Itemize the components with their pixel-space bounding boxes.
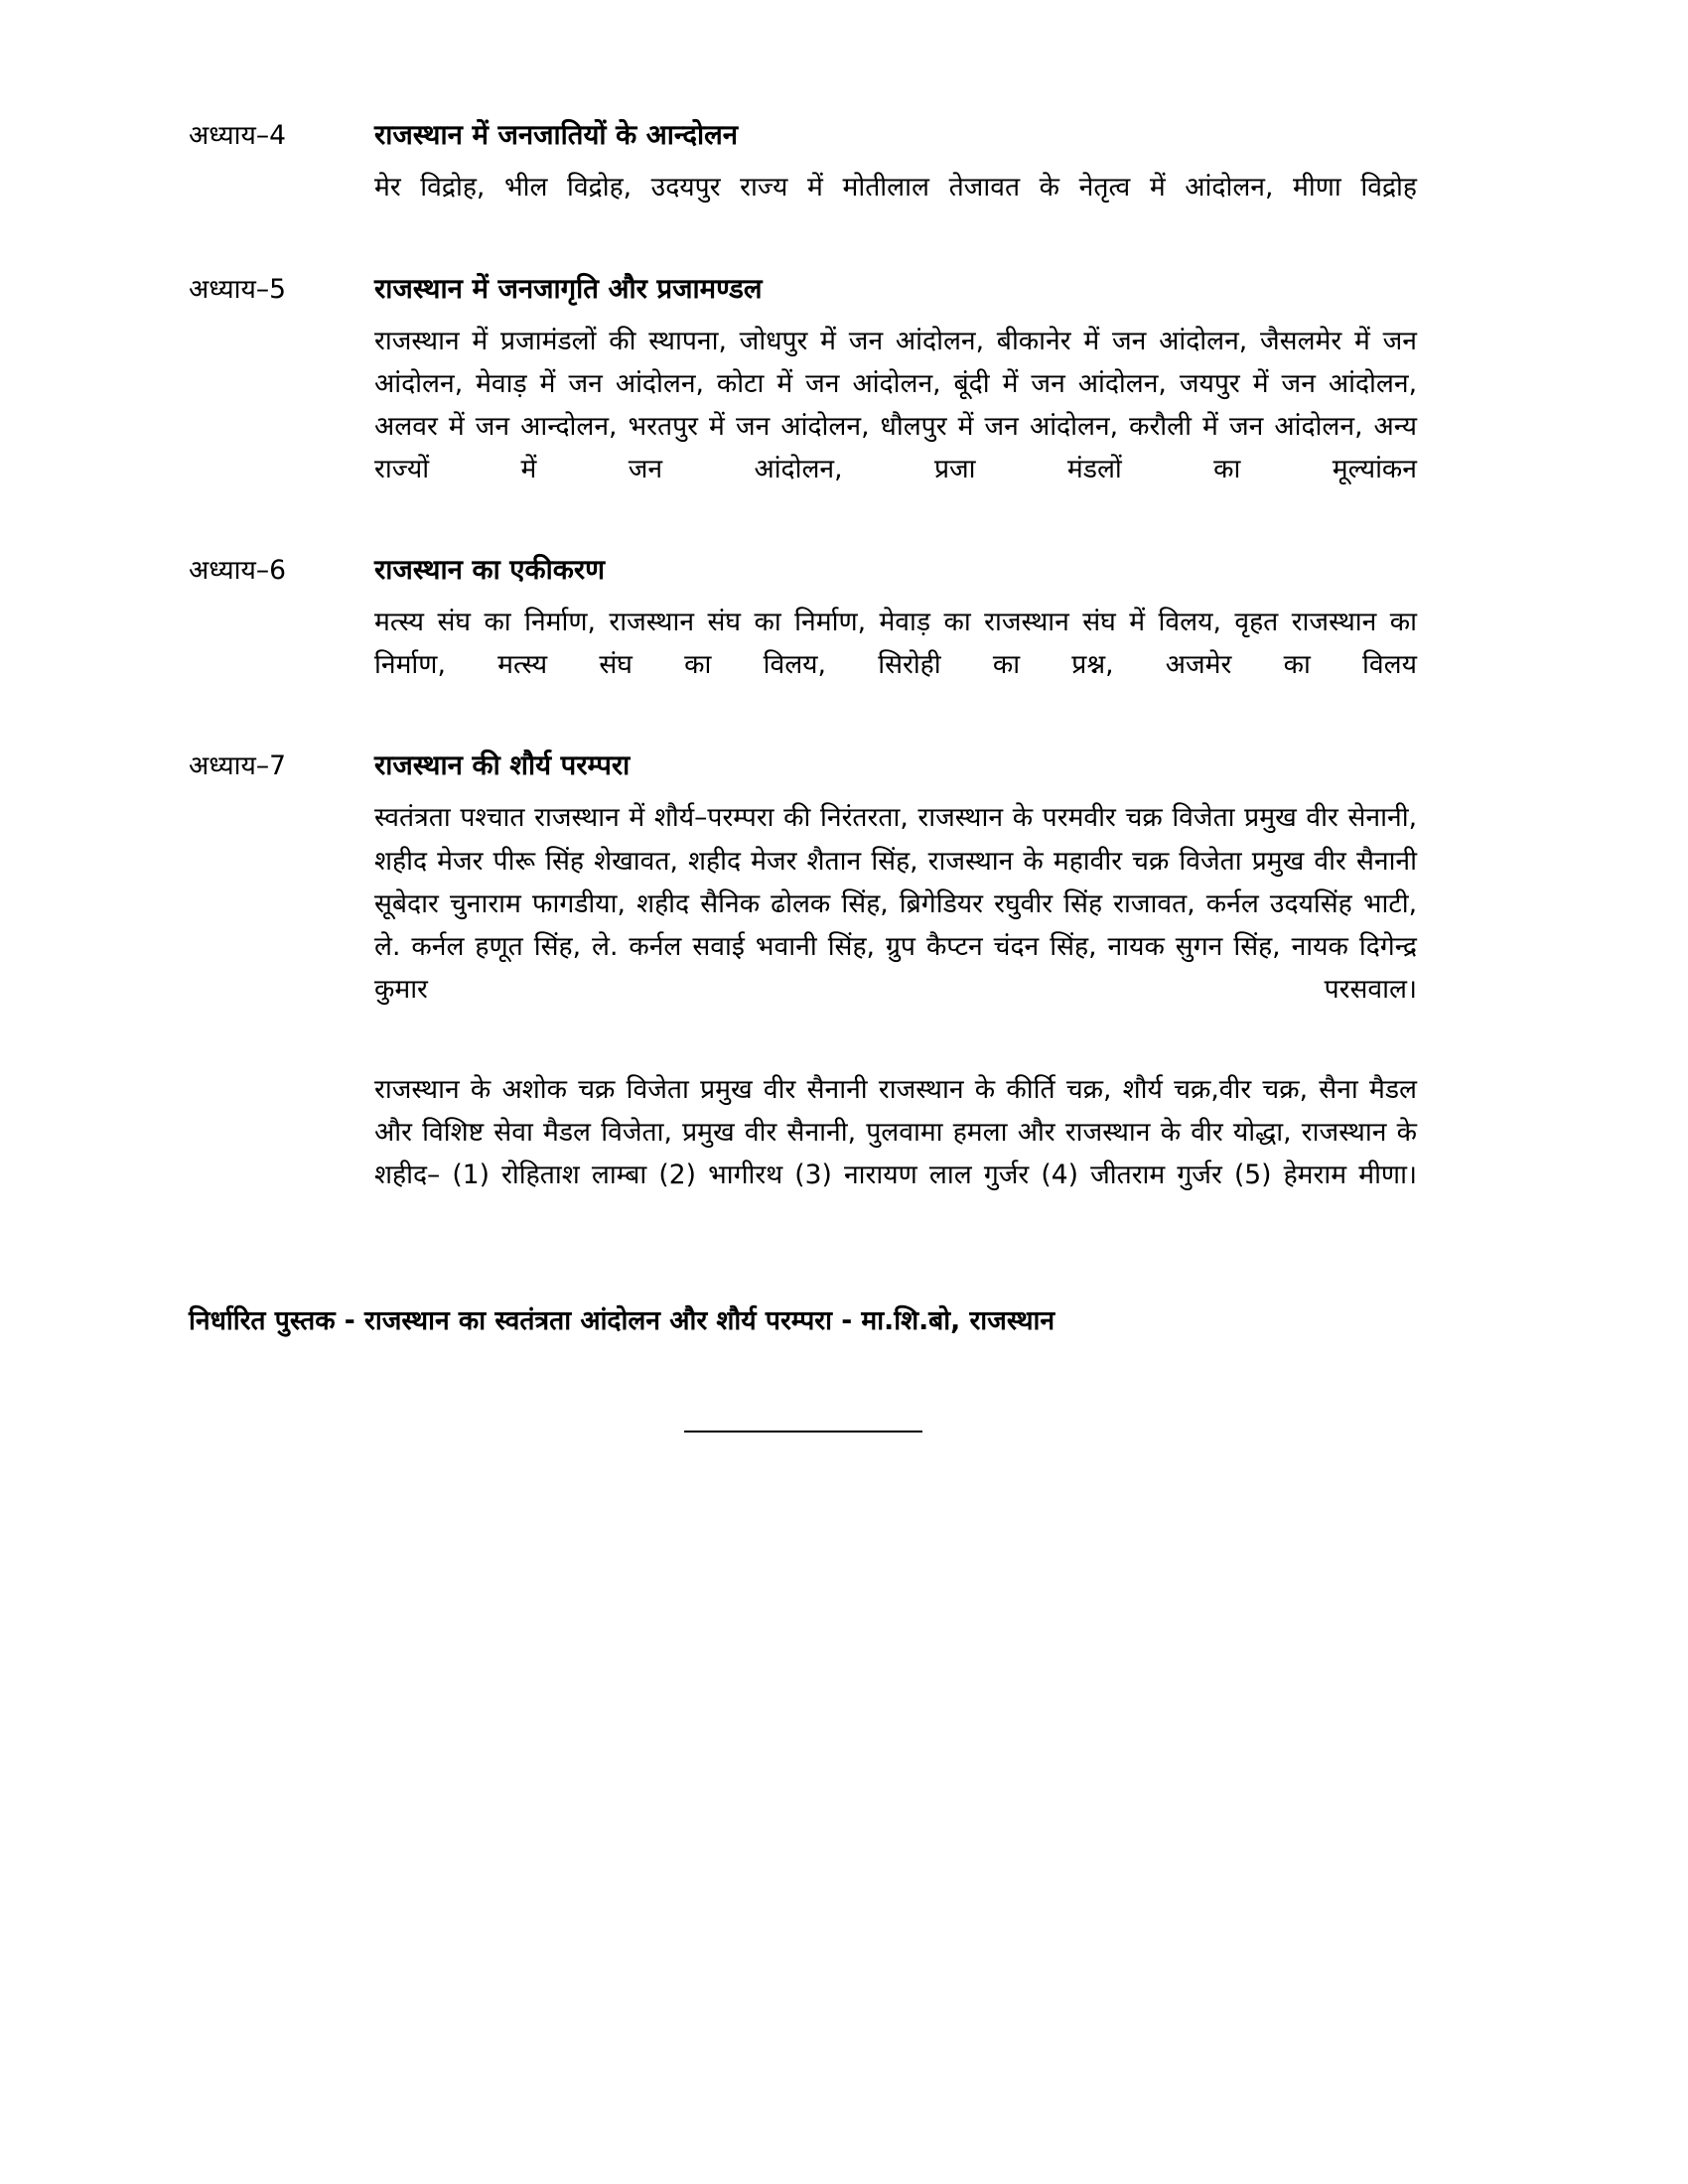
chapter-paragraph: राजस्थान के अशोक चक्र विजेता प्रमुख वीर सैनानी राजस्थान के कीर्ति चक्र, शौर्य चक्र,वीर चक्र, सैना मैडल और विशिष्ट सेवा मैडल विजेता, प्रमुख वीर सैनानी, पुलवामा हमला और राजस्थान के वीर योद्धा, राजस्थान के शहीद– (1) रोहिताश लाम्बा (2) भागीरथ (3) नारायण लाल गुर्जर (4) जीतराम गुर्जर (5) हेमराम मीणा। [374, 1073, 1417, 1190]
prescribed-book-line: निर्धारित पुस्तक - राजस्थान का स्वतंत्रता आंदोलन और शौर्य परम्परा - मा.शि.बो, राजस्थान [189, 1305, 1055, 1337]
chapter-heading-4 [189, 117, 1417, 154]
paragraph-spacer [374, 1058, 1417, 1068]
chapter-body-7 [374, 796, 1417, 1239]
chapter-body-4 [374, 166, 1417, 251]
section-spacer [189, 540, 1417, 552]
bottom-rule-container [189, 1431, 1417, 1433]
section-spacer [189, 258, 1417, 271]
chapter-body-6 [374, 601, 1417, 730]
chapter-block-6 [189, 552, 1417, 730]
chapter-label-6: अध्याय–6 [189, 554, 286, 586]
chapter-block-4 [189, 117, 1417, 252]
page-content [189, 117, 1417, 1433]
chapter-block-5 [189, 271, 1417, 534]
chapter-heading-5 [189, 271, 1417, 308]
chapter-label-7: अध्याय–7 [189, 751, 286, 782]
chapter-title-6: राजस्थान का एकीकरण [374, 553, 605, 586]
chapter-heading-6 [189, 552, 1417, 589]
chapter-heading-7 [189, 748, 1417, 784]
chapter-paragraph: स्वतंत्रता पश्चात राजस्थान में शौर्य–परम्परा की निरंतरता, राजस्थान के परमवीर चक्र विजेता प्रमुख वीर सेनानी, शहीद मेजर पीरू सिंह शेखावत, शहीद मेजर शैतान सिंह, राजस्थान के महावीर चक्र विजेता प्रमुख वीर सैनानी सूबेदार चुनाराम फागडीया, शहीद सैनिक ढोलक सिंह, ब्रिगेडियर रघुवीर सिंह राजावत, कर्नल उदयसिंह भाटी, ले. कर्नल हणूत सिंह, ले. कर्नल सवाई भवानी सिंह, ग्रुप कैप्टन चंदन सिंह, नायक सुगन सिंह, नायक दिगेन्द्र कुमार परसवाल। [374, 802, 1417, 1006]
horizontal-rule [684, 1431, 922, 1433]
chapter-title-5: राजस्थान में जनजागृति और प्रजामण्डल [374, 272, 763, 305]
chapter-title-7: राजस्थान की शौर्य परम्परा [374, 750, 631, 782]
chapter-title-4: राजस्थान में जनजातियों के आन्दोलन [374, 119, 739, 151]
chapter-label-4: अध्याय–4 [189, 120, 286, 151]
chapter-block-7 [189, 748, 1417, 1239]
chapter-paragraph: राजस्थान में प्रजामंडलों की स्थापना, जोधपुर में जन आंदोलन, बीकानेर में जन आंदोलन, जैसलमेर में जन आंदोलन, मेवाड़ में जन आंदोलन, कोटा में जन आंदोलन, बूंदी में जन आंदोलन, जयपुर में जन आंदोलन, अलवर में जन आन्दोलन, भरतपुर में जन आंदोलन, धौलपुर में जन आंदोलन, करौली में जन आंदोलन, अन्य राज्यों में जन आंदोलन, प्रजा मंडलों का मूल्यांकन [374, 325, 1417, 485]
chapter-paragraph: मेर विद्रोह, भील विद्रोह, उदयपुर राज्य में मोतीलाल तेजावत के नेतृत्व में आंदोलन, मीणा विद्रोह [374, 172, 1417, 204]
chapter-paragraph: मत्स्य संघ का निर्माण, राजस्थान संघ का निर्माण, मेवाड़ का राजस्थान संघ में विलय, वृहत राजस्थान का निर्माण, मत्स्य संघ का विलय, सिरोही का प्रश्न, अजमेर का विलय [374, 606, 1417, 680]
section-spacer [189, 735, 1417, 748]
chapter-body-5 [374, 320, 1417, 534]
chapter-label-5: अध्याय–5 [189, 273, 286, 305]
